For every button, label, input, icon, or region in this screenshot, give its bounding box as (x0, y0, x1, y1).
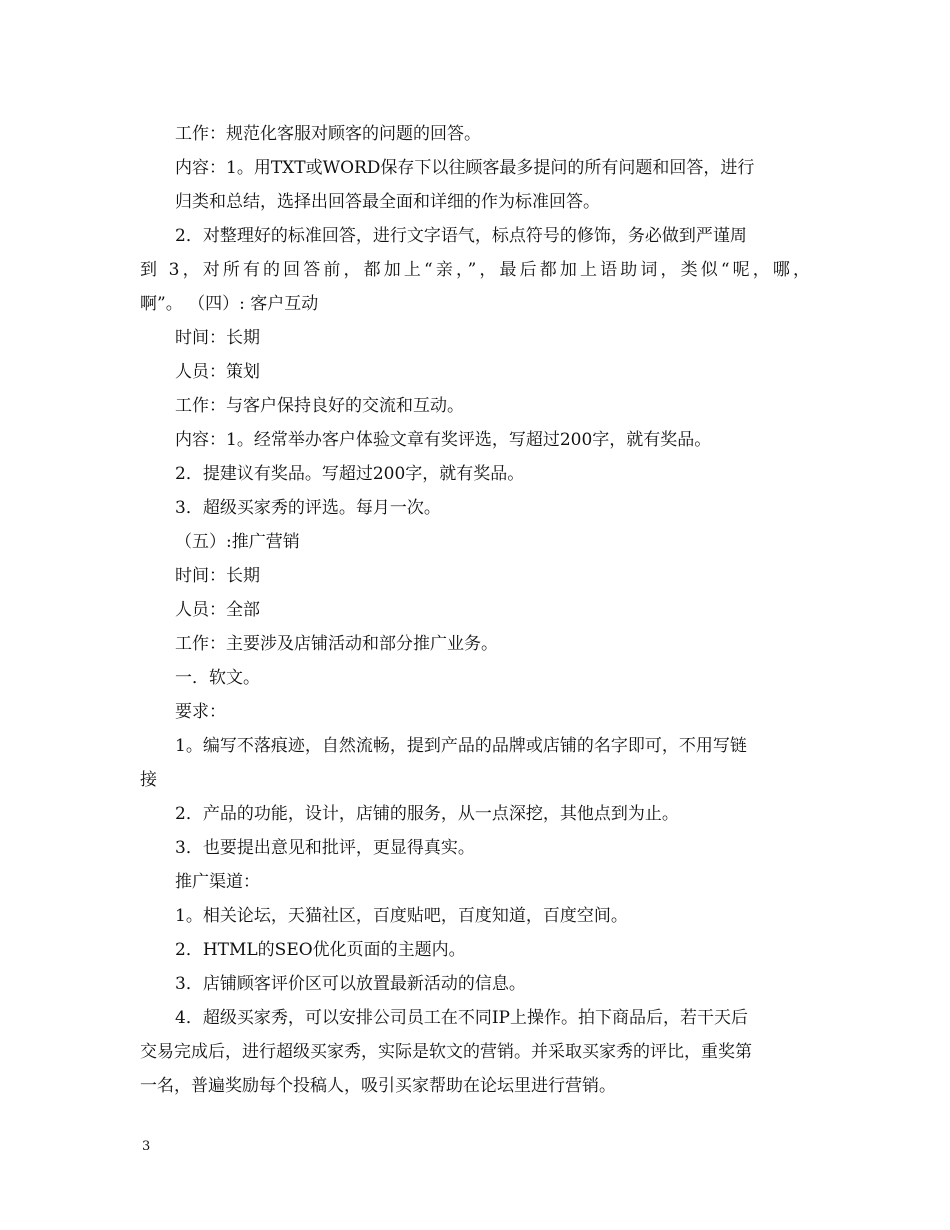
text-line: 2．对整理好的标准回答，进行文字语气，标点符号的修饰，务必做到严谨周 (175, 226, 747, 246)
text-line: 2．提建议有奖品。写超过200字，就有奖品。 (175, 464, 525, 484)
text-line: 人员：全部 (175, 600, 260, 620)
text-line: 3．店铺顾客评价区可以放置最新活动的信息。 (175, 974, 526, 994)
text-line: 交易完成后，进行超级买家秀，实际是软文的营销。并采取买家秀的评比，重奖第 (140, 1042, 752, 1062)
text-line: 内容：1。经常举办客户体验文章有奖评选，写超过200字，就有奖品。 (175, 430, 712, 450)
text-line: （五）:推广营销 (175, 532, 300, 552)
text-line: 一名，普遍奖励每个投稿人，吸引买家帮助在论坛里进行营销。 (140, 1076, 616, 1096)
text-line: 接 (140, 770, 157, 790)
text-line: 人员：策划 (175, 362, 260, 382)
text-line: 4．超级买家秀，可以安排公司员工在不同IP上操作。拍下商品后，若干天后 (175, 1008, 748, 1028)
text-line: 到 3，对所有的回答前，都加上“亲，”，最后都加上语助词，类似“呢，哪， (140, 260, 810, 280)
text-line: 工作：主要涉及店铺活动和部分推广业务。 (175, 634, 498, 654)
text-line: 1。编写不落痕迹，自然流畅，提到产品的品牌或店铺的名字即可，不用写链 (175, 736, 747, 756)
page-number: 3 (142, 1139, 151, 1154)
text-line: 工作：规范化客服对顾客的问题的回答。 (175, 124, 481, 144)
text-line: 内容：1。用TXT或WORD保存下以往顾客最多提问的所有问题和回答，进行 (175, 158, 755, 178)
text-line: 2．HTML的SEO优化页面的主题内。 (175, 940, 466, 960)
text-line: 2．产品的功能，设计，店铺的服务，从一点深挖，其他点到为止。 (175, 804, 679, 824)
text-line: 要求： (175, 702, 226, 722)
text-line: 时间：长期 (175, 566, 260, 586)
text-line: 时间：长期 (175, 328, 260, 348)
text-line: 工作：与客户保持良好的交流和互动。 (175, 396, 464, 416)
text-line: 归类和总结，选择出回答最全面和详细的作为标准回答。 (175, 192, 600, 212)
text-line: 3．超级买家秀的评选。每月一次。 (175, 498, 441, 518)
text-line: 1。相关论坛，天猫社区，百度贴吧，百度知道，百度空间。 (175, 906, 628, 926)
text-line: 3．也要提出意见和批评，更显得真实。 (175, 838, 475, 858)
text-line: 啊”。 （四）: 客户互动 (140, 294, 319, 314)
text-line: 推广渠道： (175, 872, 260, 892)
text-line: 一．软文。 (175, 668, 260, 688)
document-body (140, 117, 810, 1103)
